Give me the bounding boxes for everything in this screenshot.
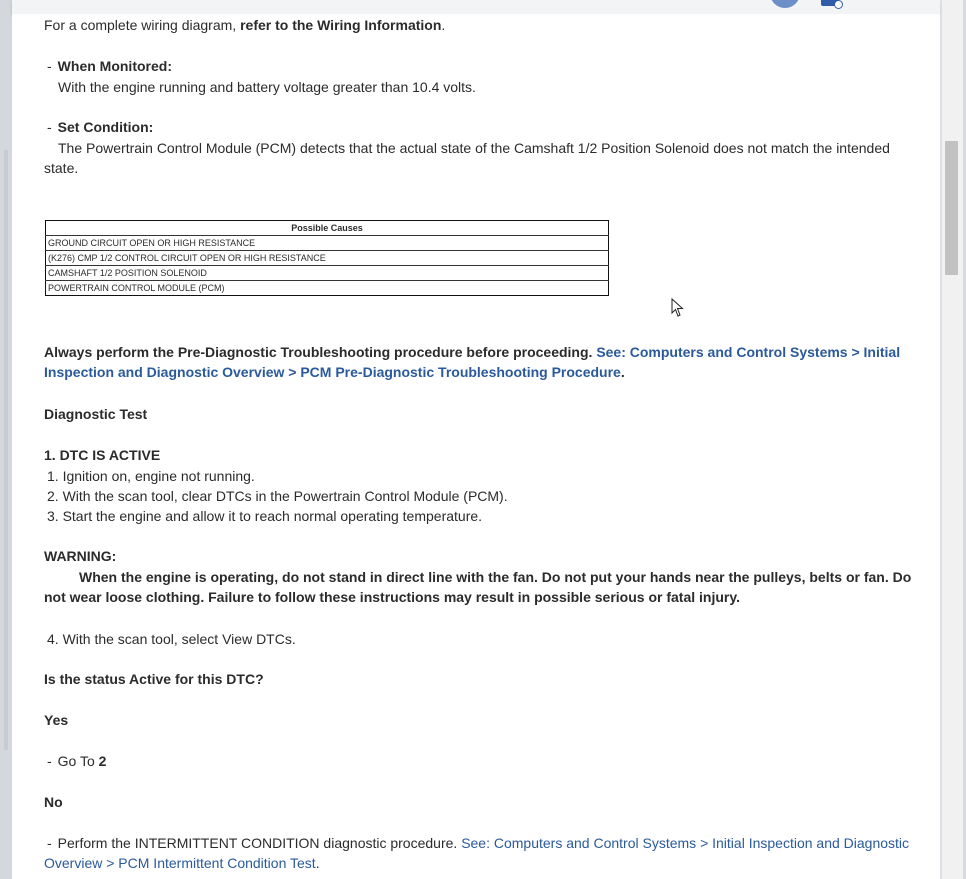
yes-goto-text: Go To <box>57 753 99 769</box>
set-condition-heading <box>44 117 924 137</box>
step1-item: 1. Ignition on, engine not running. <box>47 468 255 484</box>
wiring-intro-text: For a complete wiring diagram, <box>44 17 241 33</box>
set-condition-text: The Powertrain Control Module (PCM) detects that the actual state of the Camshaft 1/2 Position Solenoid does not match the intended state. <box>44 140 890 176</box>
wiring-intro <box>44 15 924 35</box>
yes-goto-step[interactable]: 2 <box>98 753 107 769</box>
cause-row: GROUND CIRCUIT OPEN OR HIGH RESISTANCE <box>46 236 609 251</box>
possible-causes-table-wrap <box>45 220 615 296</box>
when-monitored-text: With the engine running and battery voltage greater than 10.4 volts. <box>58 79 476 95</box>
when-monitored-heading <box>44 56 924 76</box>
warning-text: When the engine is operating, do not stand in direct line with the fan. Do not put your hands near the pulleys, belts or fan. Do not wear loose clothing. Failure to follow these instructions may result in possible serious or fatal injury. <box>44 569 912 605</box>
no-dash: - <box>47 835 52 851</box>
step4-text: 4. With the scan tool, select View DTCs. <box>47 631 296 647</box>
set-condition-dash: - <box>47 119 52 135</box>
no-action <box>44 833 922 873</box>
when-monitored-label: When Monitored: <box>57 58 172 74</box>
step1-title: 1. DTC IS ACTIVE <box>44 447 161 463</box>
top-toolbar <box>12 0 940 15</box>
no-action-text: Perform the INTERMITTENT CONDITION diagnostic procedure. <box>57 835 462 851</box>
no-action-suffix: . <box>315 855 320 871</box>
step1-item: 3. Start the engine and allow it to reach normal operating temperature. <box>47 508 483 524</box>
scrollbar-thumb[interactable] <box>945 141 958 275</box>
info-icon[interactable] <box>821 0 839 6</box>
window-left-edge <box>0 0 12 879</box>
possible-causes-table <box>45 220 609 296</box>
status-question: Is the status Active for this DTC? <box>44 671 264 687</box>
yes-dash: - <box>47 753 52 769</box>
user-avatar-icon[interactable] <box>770 0 800 8</box>
step1-item: 2. With the scan tool, clear DTCs in the Powertrain Control Module (PCM). <box>47 488 508 504</box>
diagnostic-test-title: Diagnostic Test <box>44 406 148 422</box>
no-label: No <box>44 794 63 810</box>
pre-diagnostic-text: Always perform the Pre-Diagnostic Troubleshooting procedure before proceeding. <box>44 344 597 360</box>
set-condition-label: Set Condition: <box>57 119 154 135</box>
possible-causes-header: Possible Causes <box>46 221 609 236</box>
mouse-cursor-icon <box>671 298 685 318</box>
pre-diagnostic-link[interactable]: See: Computers and Control Systems > Initial Inspection and Diagnostic Overview > PCM Pre-Diagnostic Troubleshooting Procedure <box>44 344 901 380</box>
cause-row: (K276) CMP 1/2 CONTROL CIRCUIT OPEN OR HIGH RESISTANCE <box>46 251 609 266</box>
when-monitored-dash: - <box>47 58 52 74</box>
document-content[interactable] <box>12 14 941 879</box>
left-edge-highlight <box>4 150 8 750</box>
vertical-scrollbar[interactable] <box>941 0 966 879</box>
cause-row: CAMSHAFT 1/2 POSITION SOLENOID <box>46 266 609 281</box>
cause-row: POWERTRAIN CONTROL MODULE (PCM) <box>46 281 609 296</box>
intermittent-condition-link[interactable]: See: Computers and Control Systems > Initial Inspection and Diagnostic Overview > PCM Intermittent Condition Test <box>44 835 910 871</box>
pre-diagnostic-note <box>44 342 922 382</box>
yes-goto <box>44 751 924 771</box>
warning-label: WARNING: <box>44 548 117 564</box>
wiring-intro-suffix: . <box>441 17 446 33</box>
yes-label: Yes <box>44 712 69 728</box>
pre-diagnostic-suffix: . <box>620 364 625 380</box>
wiring-information-link[interactable]: refer to the Wiring Information <box>240 17 442 33</box>
